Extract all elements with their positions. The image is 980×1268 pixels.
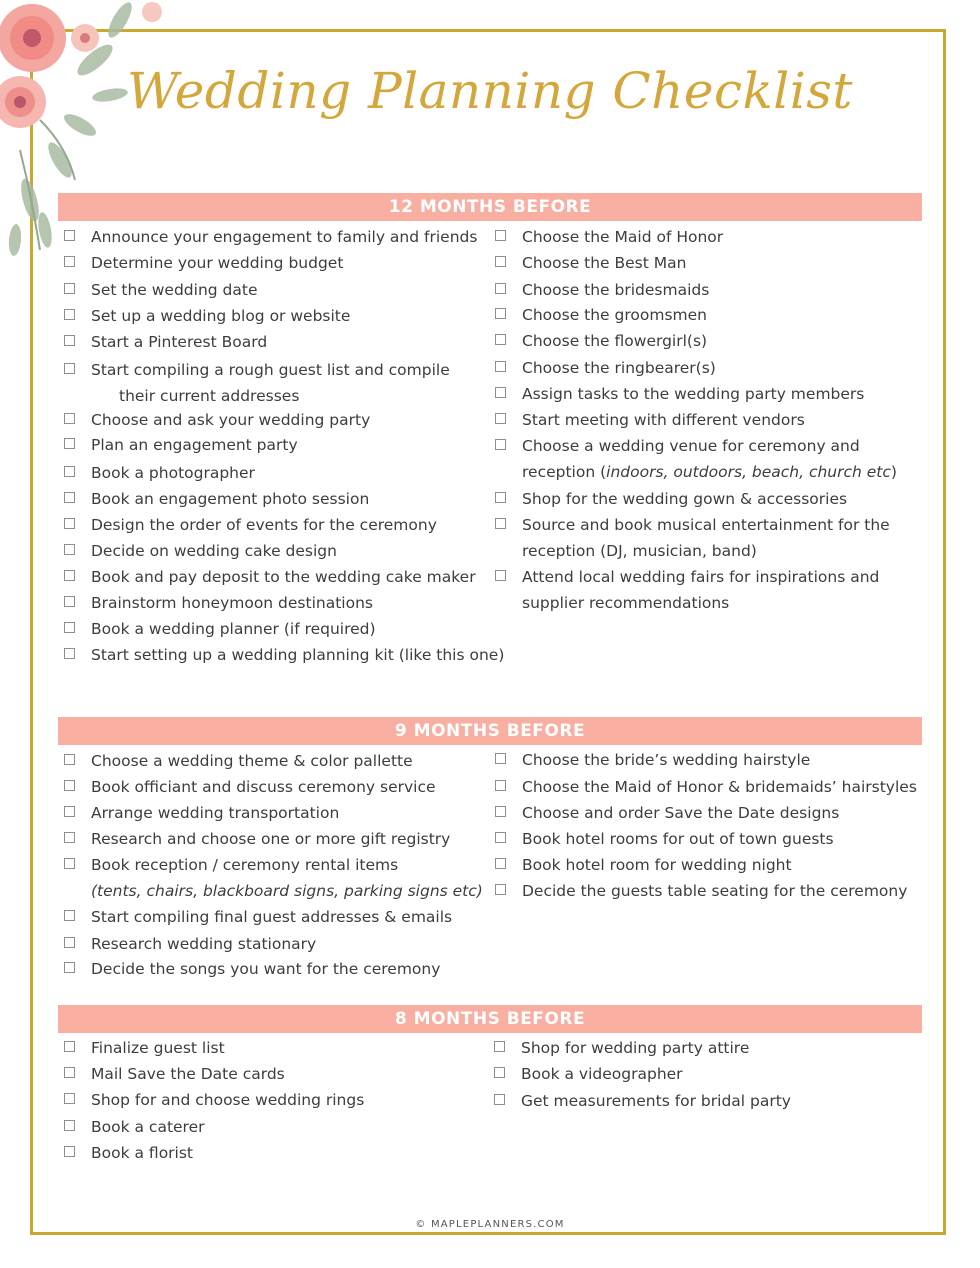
item-label: Decide the songs you want for the ceremony: [91, 960, 441, 978]
checkbox[interactable]: [64, 858, 75, 869]
item-label: Start compiling a rough guest list and compile: [91, 361, 450, 379]
checkbox[interactable]: [64, 648, 75, 659]
checkbox[interactable]: [64, 413, 75, 424]
checklist-item: [64, 616, 376, 642]
item-label: Choose and order Save the Date designs: [522, 804, 840, 822]
item-label: Announce your engagement to family and friends: [91, 228, 478, 246]
checklist-item: [495, 224, 723, 250]
checklist-item: [495, 747, 810, 773]
item-label: Start meeting with different vendors: [522, 411, 805, 429]
checkbox[interactable]: [64, 466, 75, 477]
checkbox[interactable]: [64, 309, 75, 320]
checklist-item: [64, 486, 369, 512]
item-label: Arrange wedding transportation: [91, 804, 340, 822]
item-label: Book a wedding planner (if required): [91, 620, 376, 638]
checkbox[interactable]: [64, 1120, 75, 1131]
item-label: Book a caterer: [91, 1118, 205, 1136]
item-label: Book a florist: [91, 1144, 194, 1162]
item-label: Get measurements for bridal party: [521, 1092, 791, 1110]
checkbox[interactable]: [64, 230, 75, 241]
item-label-italic: (tents, chairs, blackboard signs, parking signs etc): [91, 882, 483, 900]
checklist-item: [495, 407, 805, 433]
item-label: Decide the guests table seating for the ceremony: [522, 882, 908, 900]
checklist-item: [495, 512, 890, 564]
item-label: Assign tasks to the wedding party members: [522, 385, 865, 403]
checkbox[interactable]: [64, 256, 75, 267]
item-label: Book a videographer: [521, 1065, 683, 1083]
checklist-item: [495, 774, 917, 800]
item-label: Set the wedding date: [91, 281, 258, 299]
item-label: Choose and ask your wedding party: [91, 411, 371, 429]
checkbox[interactable]: [495, 832, 506, 843]
checklist-item: [495, 878, 907, 904]
checklist-item: [495, 381, 864, 407]
checkbox[interactable]: [495, 439, 506, 450]
item-label: Start a Pinterest Board: [91, 333, 268, 351]
checklist-item: [495, 277, 709, 303]
item-label: Start compiling final guest addresses & emails: [91, 908, 453, 926]
checkbox[interactable]: [494, 1041, 505, 1052]
item-label: Choose the Maid of Honor & bridemaids’ hairstyles: [522, 778, 917, 796]
checklist-item: [64, 538, 337, 564]
item-label: Choose the bride’s wedding hairstyle: [522, 751, 811, 769]
item-label: Determine your wedding budget: [91, 254, 344, 272]
item-label: Book reception / ceremony rental items: [91, 856, 399, 874]
item-label-part: ): [890, 463, 897, 481]
checkbox[interactable]: [64, 1093, 75, 1104]
checkbox[interactable]: [495, 753, 506, 764]
checklist-item: [64, 303, 350, 329]
checkbox[interactable]: [495, 413, 506, 424]
item-label: Choose the flowergirl(s): [522, 332, 708, 350]
checklist-item: [64, 564, 476, 590]
checklist-item: [495, 433, 897, 485]
checkbox[interactable]: [495, 387, 506, 398]
item-label: Shop for and choose wedding rings: [91, 1091, 365, 1109]
item-label-continued: supplier recommendations: [522, 594, 730, 612]
checklist-item: [64, 512, 437, 538]
checklist-item: [64, 931, 316, 957]
item-label: Start setting up a wedding planning kit (like this one): [91, 646, 505, 664]
checkbox[interactable]: [64, 1146, 75, 1157]
checkbox[interactable]: [495, 780, 506, 791]
checkbox[interactable]: [495, 256, 506, 267]
checklist-item: [495, 302, 707, 328]
checkbox[interactable]: [64, 806, 75, 817]
checkbox[interactable]: [64, 363, 75, 374]
checklist-item: [64, 642, 504, 668]
section-heading-8-months: 8 MONTHS BEFORE: [58, 1005, 922, 1033]
item-label-italic: indoors, outdoors, beach, church etc: [606, 463, 891, 481]
item-label: Choose a wedding venue for ceremony and: [522, 437, 860, 455]
checklist-item: [64, 1035, 225, 1061]
item-label: Attend local wedding fairs for inspirations and: [522, 568, 880, 586]
item-label: Choose the Maid of Honor: [522, 228, 724, 246]
checkbox[interactable]: [495, 806, 506, 817]
page-title: Wedding Planning Checklist: [126, 62, 854, 120]
item-label-continued: their current addresses: [119, 387, 300, 405]
checkbox[interactable]: [494, 1094, 505, 1105]
checklist-item: [495, 486, 847, 512]
checklist-item: [64, 407, 370, 433]
item-label: Source and book musical entertainment for the: [522, 516, 890, 534]
item-label: Set up a wedding blog or website: [91, 307, 351, 325]
checklist-item: [494, 1088, 791, 1114]
floral-decoration: [0, 0, 200, 260]
checkbox[interactable]: [64, 335, 75, 346]
item-label: Finalize guest list: [91, 1039, 225, 1057]
checkbox[interactable]: [495, 230, 506, 241]
checklist-item: [64, 250, 343, 276]
checklist-item: [494, 1035, 749, 1061]
item-label: Research and choose one or more gift registry: [91, 830, 451, 848]
checkbox[interactable]: [495, 492, 506, 503]
checklist-item: [64, 460, 255, 486]
item-label: Brainstorm honeymoon destinations: [91, 594, 373, 612]
checklist-item: [495, 852, 792, 878]
checklist-item: [64, 357, 450, 409]
checkbox[interactable]: [64, 518, 75, 529]
checkbox[interactable]: [64, 1041, 75, 1052]
checkbox[interactable]: [64, 962, 75, 973]
checklist-item: [64, 904, 452, 930]
item-label: Book officiant and discuss ceremony service: [91, 778, 436, 796]
item-label: Choose the ringbearer(s): [522, 359, 716, 377]
checkbox[interactable]: [64, 780, 75, 791]
checkbox[interactable]: [64, 570, 75, 581]
checkbox[interactable]: [64, 283, 75, 294]
checklist-item: [64, 432, 298, 458]
checkbox[interactable]: [495, 283, 506, 294]
checklist-item: [64, 852, 483, 904]
checkbox[interactable]: [64, 937, 75, 948]
checkbox[interactable]: [64, 596, 75, 607]
checklist-item: [64, 590, 373, 616]
checkbox[interactable]: [64, 438, 75, 449]
checklist-item: [495, 826, 834, 852]
checkbox[interactable]: [495, 570, 506, 581]
checkbox[interactable]: [495, 858, 506, 869]
checkbox[interactable]: [64, 910, 75, 921]
item-label: Choose the groomsmen: [522, 306, 707, 324]
item-label: Book hotel room for wedding night: [522, 856, 792, 874]
checkbox[interactable]: [494, 1067, 505, 1078]
item-label: Book and pay deposit to the wedding cake maker: [91, 568, 476, 586]
checklist-item: [495, 355, 716, 381]
checklist-item: [64, 774, 436, 800]
item-label: Design the order of events for the ceremony: [91, 516, 437, 534]
item-label-continued: reception (DJ, musician, band): [522, 542, 757, 560]
checkbox[interactable]: [64, 832, 75, 843]
checklist-item: [64, 800, 339, 826]
item-label: Choose the bridesmaids: [522, 281, 710, 299]
checkbox[interactable]: [64, 622, 75, 633]
checkbox[interactable]: [495, 884, 506, 895]
checklist-item: [64, 1087, 364, 1113]
checklist-item: [64, 224, 477, 250]
checklist-item: [64, 826, 450, 852]
item-label-continued: [495, 459, 897, 485]
checkbox[interactable]: [495, 361, 506, 372]
item-label: Shop for wedding party attire: [521, 1039, 750, 1057]
checklist-item: [64, 277, 257, 303]
checkbox[interactable]: [64, 1067, 75, 1078]
checklist-item: [495, 250, 686, 276]
checklist-item: [494, 1061, 683, 1087]
checklist-item: [495, 800, 839, 826]
item-label: Book a photographer: [91, 464, 255, 482]
checkbox[interactable]: [495, 308, 506, 319]
item-label: Book hotel rooms for out of town guests: [522, 830, 834, 848]
item-label: Choose a wedding theme & color pallette: [91, 752, 413, 770]
checkbox[interactable]: [64, 754, 75, 765]
checklist-item: [64, 1114, 205, 1140]
item-label: Shop for the wedding gown & accessories: [522, 490, 848, 508]
item-label: Mail Save the Date cards: [91, 1065, 285, 1083]
checklist-item: [64, 1140, 193, 1166]
item-label: Book an engagement photo session: [91, 490, 370, 508]
checkbox[interactable]: [495, 334, 506, 345]
item-label: Research wedding stationary: [91, 935, 317, 953]
item-label: Choose the Best Man: [522, 254, 687, 272]
checklist-item: [64, 329, 267, 355]
checklist-item: [495, 328, 707, 354]
checkbox[interactable]: [495, 518, 506, 529]
section-heading-12-months: 12 MONTHS BEFORE: [58, 193, 922, 221]
section-heading-9-months: 9 MONTHS BEFORE: [58, 717, 922, 745]
footer-credit: © MAPLEPLANNERS.COM: [415, 1219, 565, 1230]
checklist-item: [64, 956, 440, 982]
checklist-item: [495, 564, 879, 616]
item-label: Decide on wedding cake design: [91, 542, 337, 560]
checkbox[interactable]: [64, 492, 75, 503]
checklist-item: [64, 748, 413, 774]
checkbox[interactable]: [64, 544, 75, 555]
item-label-part: reception (: [522, 463, 607, 481]
item-label: Plan an engagement party: [91, 436, 298, 454]
checklist-item: [64, 1061, 285, 1087]
